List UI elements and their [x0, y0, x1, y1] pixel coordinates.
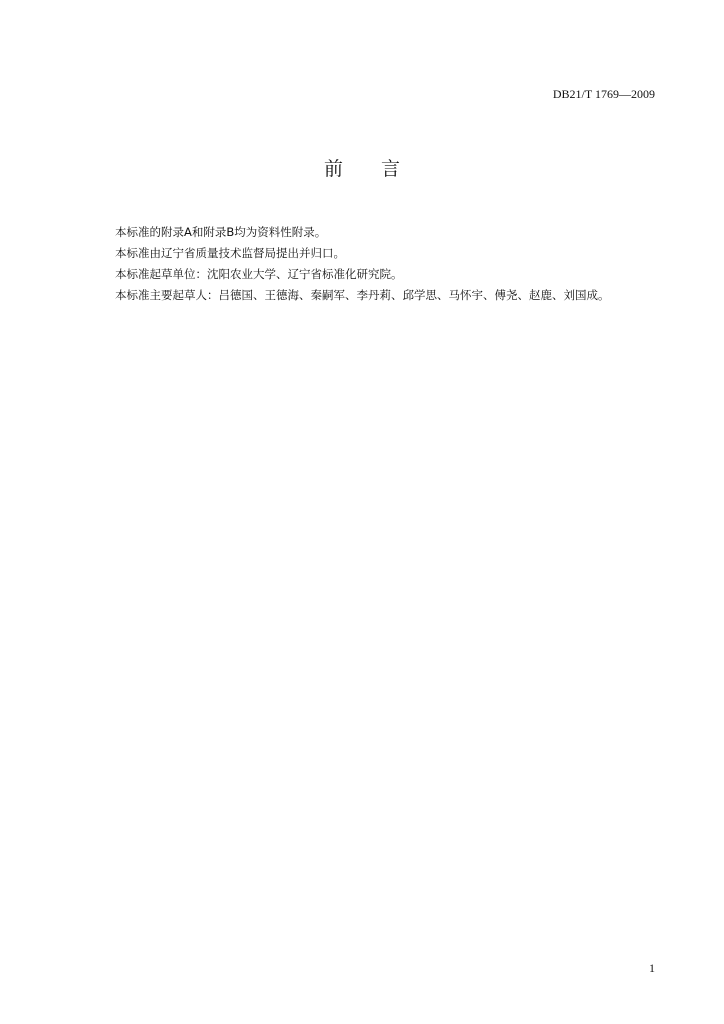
paragraph-proposer: 本标准由辽宁省质量技术监督局提出并归口。 — [115, 246, 345, 260]
paragraph-drafting-units: 本标准起草单位：沈阳农业大学、辽宁省标准化研究院。 — [115, 267, 403, 281]
document-code: DB21/T 1769—2009 — [552, 87, 655, 101]
page-title: 前言 — [323, 158, 438, 180]
page-number: 1 — [649, 961, 655, 975]
paragraph-drafters: 本标准主要起草人：吕德国、王德海、秦嗣军、李丹莉、邱学思、马怀宇、傅尧、赵鹿、刘国成。 — [115, 288, 610, 302]
foreword-body — [115, 222, 675, 306]
paragraph-appendix: 本标准的附录A和附录B均为资料性附录。 — [115, 225, 327, 239]
